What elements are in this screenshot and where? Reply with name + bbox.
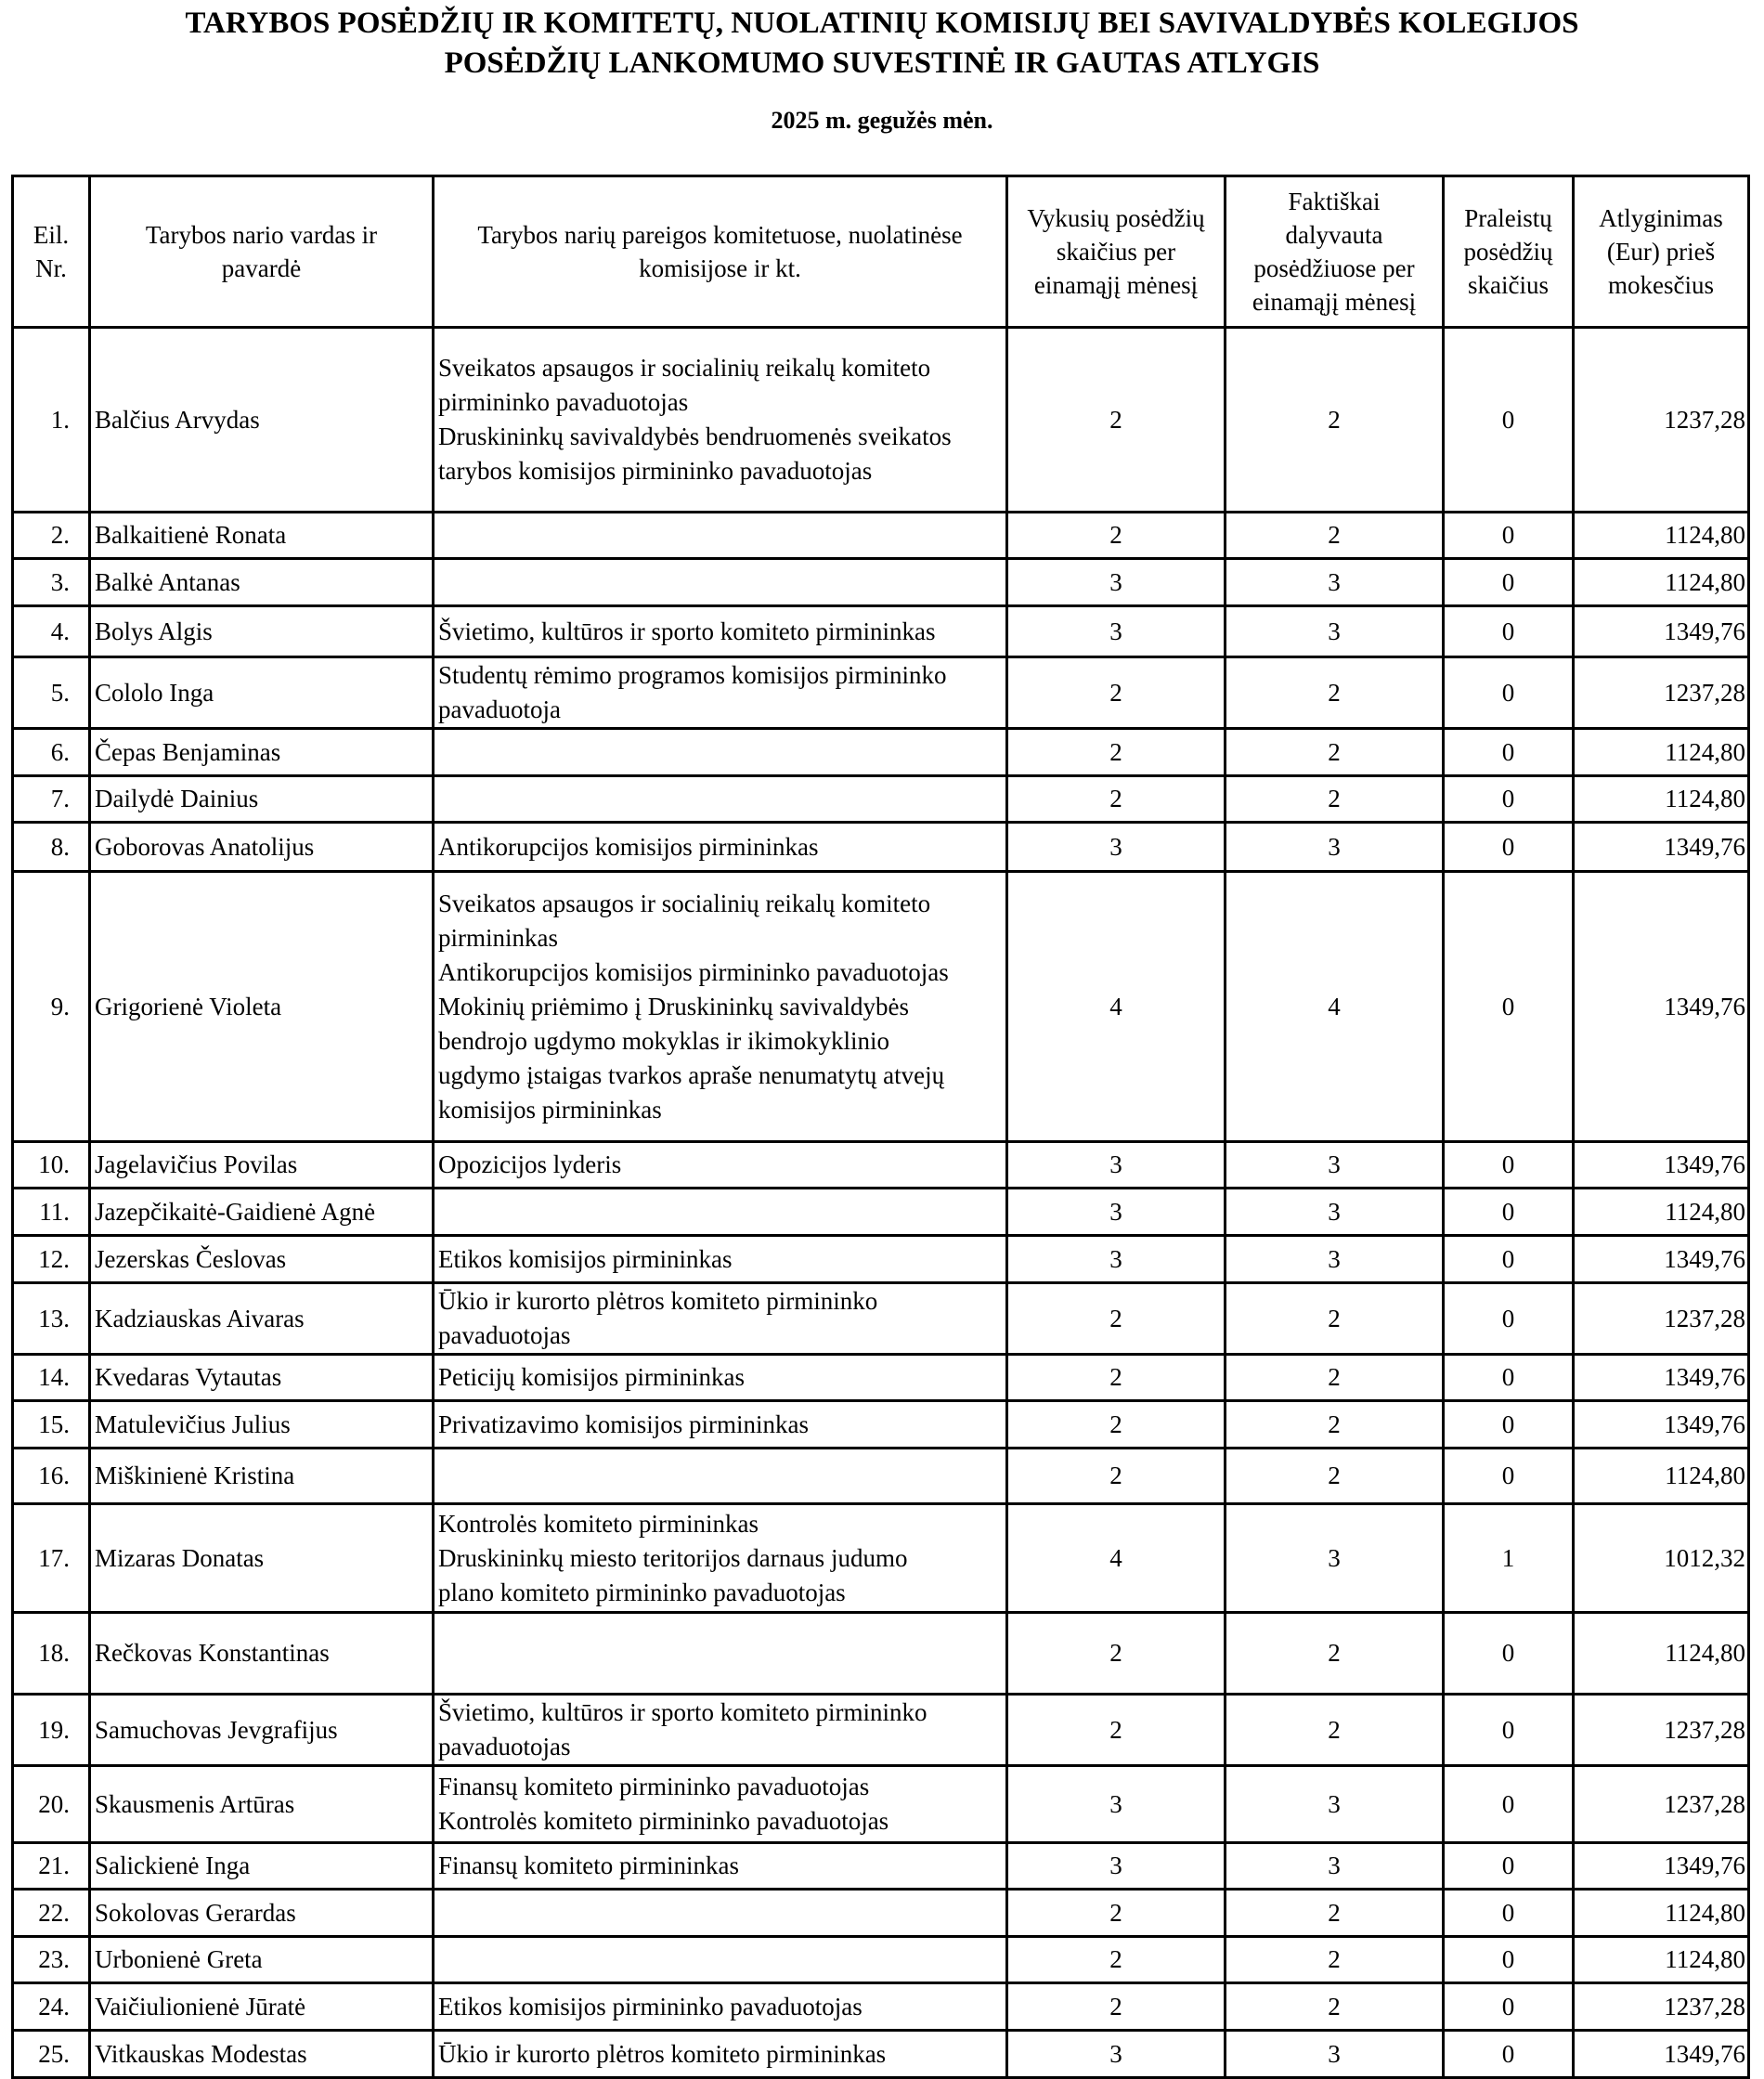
row-number: 18.: [13, 1613, 90, 1695]
member-duties: [434, 872, 1007, 1142]
member-name: Rečkovas Konstantinas: [90, 1613, 434, 1695]
member-name: Kvedaras Vytautas: [90, 1355, 434, 1401]
duty-line: ugdymo įstaigas tvarkos apraše nenumatytų atvejų: [438, 1060, 945, 1089]
member-name: Urbonienė Greta: [90, 1937, 434, 1983]
pay-amount: 1349,76: [1574, 1401, 1749, 1449]
row-number: 25.: [13, 2031, 90, 2078]
pay-amount: 1124,80: [1574, 729, 1749, 776]
member-duties: [434, 1695, 1007, 1766]
member-name: Vaičiulionienė Jūratė: [90, 1983, 434, 2031]
row-number: 3.: [13, 559, 90, 606]
duty-line: Ūkio ir kurorto plėtros komiteto pirmininko: [438, 1287, 878, 1315]
duty-line: Druskininkų miesto teritorijos darnaus judumo: [438, 1543, 908, 1572]
meetings-held: 3: [1007, 1843, 1226, 1890]
meetings-attended: 3: [1226, 1504, 1444, 1613]
member-duties: [434, 1766, 1007, 1843]
table-row: [13, 729, 1749, 776]
pay-amount: 1349,76: [1574, 1142, 1749, 1189]
member-duties: [434, 1983, 1007, 2031]
member-duties: [434, 1613, 1007, 1695]
pay-amount: 1124,80: [1574, 1613, 1749, 1695]
duty-line: Druskininkų savivaldybės bendruomenės sveikatos: [438, 422, 952, 450]
meetings-held: 2: [1007, 1695, 1226, 1766]
member-name: Jezerskas Česlovas: [90, 1236, 434, 1283]
pay-amount: 1237,28: [1574, 657, 1749, 729]
table-row: [13, 1613, 1749, 1695]
meetings-held: 2: [1007, 328, 1226, 513]
header-meetings-held: Vykusių posėdžių skaičius per einamąjį mėnesį: [1007, 176, 1226, 328]
meetings-attended: 2: [1226, 1937, 1444, 1983]
table-row: [13, 1766, 1749, 1843]
meetings-missed: 0: [1444, 1613, 1574, 1695]
table-row: [13, 1189, 1749, 1236]
meetings-attended: 2: [1226, 1613, 1444, 1695]
member-duties: [434, 1890, 1007, 1937]
duty-line: Antikorupcijos komisijos pirmininko pavaduotojas: [438, 957, 949, 986]
member-name: Vitkauskas Modestas: [90, 2031, 434, 2078]
duty-line: Sveikatos apsaugos ir socialinių reikalų komiteto: [438, 889, 931, 917]
member-name: Balkaitienė Ronata: [90, 513, 434, 559]
member-duties: [434, 1142, 1007, 1189]
table-row: [13, 1449, 1749, 1504]
duty-line: Finansų komiteto pirmininko pavaduotojas: [438, 1773, 870, 1800]
meetings-held: 3: [1007, 559, 1226, 606]
meetings-attended: 2: [1226, 1355, 1444, 1401]
title-line-2: POSĖDŽIŲ LANKOMUMO SUVESTINĖ IR GAUTAS ATLYGIS: [444, 46, 1320, 80]
meetings-missed: 0: [1444, 1937, 1574, 1983]
duty-line: pavaduotojas: [438, 1733, 571, 1761]
duty-line: Etikos komisijos pirmininkas: [438, 1244, 733, 1273]
row-number: 2.: [13, 513, 90, 559]
member-duties: [434, 1236, 1007, 1283]
meetings-missed: 0: [1444, 1236, 1574, 1283]
duty-line: Antikorupcijos komisijos pirmininkas: [438, 832, 819, 861]
document-title: [0, 4, 1764, 84]
member-duties: [434, 657, 1007, 729]
meetings-held: 2: [1007, 1355, 1226, 1401]
table-row: [13, 1504, 1749, 1613]
meetings-attended: 3: [1226, 1189, 1444, 1236]
row-number: 10.: [13, 1142, 90, 1189]
meetings-missed: 0: [1444, 776, 1574, 823]
member-name: Čepas Benjaminas: [90, 729, 434, 776]
meetings-missed: 0: [1444, 872, 1574, 1142]
pay-amount: 1237,28: [1574, 328, 1749, 513]
meetings-attended: 2: [1226, 1401, 1444, 1449]
row-number: 20.: [13, 1766, 90, 1843]
header-name: Tarybos nario vardas ir pavardė: [90, 176, 434, 328]
meetings-attended: 3: [1226, 1236, 1444, 1283]
meetings-missed: 0: [1444, 657, 1574, 729]
meetings-held: 3: [1007, 823, 1226, 872]
row-number: 6.: [13, 729, 90, 776]
period-label: 2025 m. gegužės mėn.: [771, 107, 993, 134]
header-row: [13, 176, 1749, 328]
meetings-held: 3: [1007, 1236, 1226, 1283]
member-name: Matulevičius Julius: [90, 1401, 434, 1449]
table-row: [13, 1937, 1749, 1983]
title-line-1: TARYBOS POSĖDŽIŲ IR KOMITETŲ, NUOLATINIŲ KOMISIJŲ BEI SAVIVALDYBĖS KOLEGIJOS: [185, 6, 1579, 40]
table-row: [13, 657, 1749, 729]
meetings-held: 3: [1007, 606, 1226, 657]
meetings-attended: 2: [1226, 776, 1444, 823]
meetings-held: 3: [1007, 2031, 1226, 2078]
meetings-held: 3: [1007, 1189, 1226, 1236]
member-duties: [434, 606, 1007, 657]
header-meetings-attended: Faktiškai dalyvauta posėdžiuose per einamąjį mėnesį: [1226, 176, 1444, 328]
duty-line: Švietimo, kultūros ir sporto komiteto pirmininkas: [438, 617, 936, 645]
member-name: Kadziauskas Aivaras: [90, 1283, 434, 1355]
member-duties: [434, 729, 1007, 776]
meetings-held: 2: [1007, 1983, 1226, 2031]
meetings-attended: 3: [1226, 1843, 1444, 1890]
meetings-missed: 0: [1444, 1142, 1574, 1189]
table-row: [13, 872, 1749, 1142]
row-number: 19.: [13, 1695, 90, 1766]
pay-amount: 1349,76: [1574, 1843, 1749, 1890]
pay-amount: 1124,80: [1574, 1937, 1749, 1983]
table-row: [13, 1983, 1749, 2031]
row-number: 14.: [13, 1355, 90, 1401]
duty-line: Studentų rėmimo programos komisijos pirmininko: [438, 661, 947, 689]
attendance-table: [11, 175, 1750, 2079]
meetings-missed: 0: [1444, 513, 1574, 559]
meetings-missed: 1: [1444, 1504, 1574, 1613]
pay-amount: 1124,80: [1574, 776, 1749, 823]
member-name: Skausmenis Artūras: [90, 1766, 434, 1843]
pay-amount: 1124,80: [1574, 1890, 1749, 1937]
meetings-held: 2: [1007, 1890, 1226, 1937]
pay-amount: 1349,76: [1574, 1355, 1749, 1401]
member-duties: [434, 559, 1007, 606]
meetings-attended: 2: [1226, 513, 1444, 559]
pay-amount: 1349,76: [1574, 606, 1749, 657]
row-number: 8.: [13, 823, 90, 872]
row-number: 17.: [13, 1504, 90, 1613]
meetings-held: 2: [1007, 1283, 1226, 1355]
meetings-attended: 3: [1226, 1766, 1444, 1843]
member-name: Mizaras Donatas: [90, 1504, 434, 1613]
member-name: Goborovas Anatolijus: [90, 823, 434, 872]
header-pay: Atlyginimas (Eur) prieš mokesčius: [1574, 176, 1749, 328]
table-row: [13, 513, 1749, 559]
pay-amount: 1237,28: [1574, 1695, 1749, 1766]
meetings-held: 2: [1007, 1449, 1226, 1504]
duty-line: komisijos pirmininkas: [438, 1095, 662, 1124]
member-name: Miškinienė Kristina: [90, 1449, 434, 1504]
meetings-missed: 0: [1444, 1449, 1574, 1504]
meetings-attended: 3: [1226, 823, 1444, 872]
duty-line: pirmininkas: [438, 923, 558, 952]
meetings-held: 2: [1007, 657, 1226, 729]
pay-amount: 1237,28: [1574, 1283, 1749, 1355]
table-row: [13, 606, 1749, 657]
member-name: Balčius Arvydas: [90, 328, 434, 513]
pay-amount: 1237,28: [1574, 1766, 1749, 1843]
meetings-missed: 0: [1444, 559, 1574, 606]
meetings-attended: 2: [1226, 328, 1444, 513]
meetings-missed: 0: [1444, 606, 1574, 657]
duty-line: Švietimo, kultūros ir sporto komiteto pirmininko: [438, 1698, 927, 1726]
table-row: [13, 1142, 1749, 1189]
table-row: [13, 1236, 1749, 1283]
row-number: 15.: [13, 1401, 90, 1449]
meetings-attended: 3: [1226, 559, 1444, 606]
member-duties: [434, 1355, 1007, 1401]
member-duties: [434, 1401, 1007, 1449]
table-row: [13, 823, 1749, 872]
meetings-held: 2: [1007, 1401, 1226, 1449]
meetings-attended: 4: [1226, 872, 1444, 1142]
member-duties: [434, 1504, 1007, 1613]
header-duties: Tarybos narių pareigos komitetuose, nuolatinėse komisijose ir kt.: [434, 176, 1007, 328]
duty-line: pavaduotoja: [438, 695, 561, 723]
meetings-missed: 0: [1444, 729, 1574, 776]
row-number: 12.: [13, 1236, 90, 1283]
row-number: 9.: [13, 872, 90, 1142]
member-duties: [434, 328, 1007, 513]
meetings-attended: 2: [1226, 1283, 1444, 1355]
meetings-attended: 3: [1226, 2031, 1444, 2078]
meetings-missed: 0: [1444, 1983, 1574, 2031]
pay-amount: 1124,80: [1574, 559, 1749, 606]
meetings-held: 2: [1007, 729, 1226, 776]
duty-line: Sveikatos apsaugos ir socialinių reikalų komiteto: [438, 354, 931, 382]
row-number: 5.: [13, 657, 90, 729]
meetings-missed: 0: [1444, 328, 1574, 513]
meetings-attended: 2: [1226, 1449, 1444, 1504]
pay-amount: 1012,32: [1574, 1504, 1749, 1613]
member-duties: [434, 1937, 1007, 1983]
member-duties: [434, 1283, 1007, 1355]
row-number: 23.: [13, 1937, 90, 1983]
row-number: 22.: [13, 1890, 90, 1937]
row-number: 7.: [13, 776, 90, 823]
member-name: Dailydė Dainius: [90, 776, 434, 823]
meetings-held: 2: [1007, 513, 1226, 559]
table-row: [13, 1355, 1749, 1401]
table-row: [13, 1283, 1749, 1355]
row-number: 24.: [13, 1983, 90, 2031]
member-name: Cololo Inga: [90, 657, 434, 729]
member-name: Jagelavičius Povilas: [90, 1142, 434, 1189]
meetings-missed: 0: [1444, 1766, 1574, 1843]
meetings-missed: 0: [1444, 2031, 1574, 2078]
meetings-held: 2: [1007, 1613, 1226, 1695]
table-row: [13, 559, 1749, 606]
duty-line: Privatizavimo komisijos pirmininkas: [438, 1410, 809, 1438]
member-duties: [434, 1843, 1007, 1890]
meetings-attended: 2: [1226, 1983, 1444, 2031]
member-name: Bolys Algis: [90, 606, 434, 657]
member-duties: [434, 1449, 1007, 1504]
duty-line: Opozicijos lyderis: [438, 1150, 622, 1178]
member-duties: [434, 1189, 1007, 1236]
table-row: [13, 1401, 1749, 1449]
duty-line: Etikos komisijos pirmininko pavaduotojas: [438, 1992, 863, 2021]
meetings-attended: 2: [1226, 1695, 1444, 1766]
duty-line: bendrojo ugdymo mokyklas ir ikimokyklinio: [438, 1026, 889, 1055]
pay-amount: 1124,80: [1574, 1449, 1749, 1504]
meetings-held: 4: [1007, 1504, 1226, 1613]
member-duties: [434, 2031, 1007, 2078]
member-name: Samuchovas Jevgrafijus: [90, 1695, 434, 1766]
row-number: 1.: [13, 328, 90, 513]
meetings-held: 3: [1007, 1766, 1226, 1843]
meetings-missed: 0: [1444, 1843, 1574, 1890]
duty-line: Kontrolės komiteto pirmininko pavaduotojas: [438, 1807, 889, 1835]
member-duties: [434, 776, 1007, 823]
duty-line: Kontrolės komiteto pirmininkas: [438, 1509, 759, 1538]
member-name: Sokolovas Gerardas: [90, 1890, 434, 1937]
meetings-attended: 2: [1226, 657, 1444, 729]
duty-line: Peticijų komisijos pirmininkas: [438, 1363, 745, 1391]
member-duties: [434, 513, 1007, 559]
member-name: Jazepčikaitė-Gaidienė Agnė: [90, 1189, 434, 1236]
row-number: 13.: [13, 1283, 90, 1355]
pay-amount: 1124,80: [1574, 1189, 1749, 1236]
meetings-missed: 0: [1444, 1401, 1574, 1449]
header-meetings-missed: Praleistų posėdžių skaičius: [1444, 176, 1574, 328]
pay-amount: 1349,76: [1574, 872, 1749, 1142]
pay-amount: 1349,76: [1574, 823, 1749, 872]
table-row: [13, 1890, 1749, 1937]
header-nr: Eil. Nr.: [13, 176, 90, 328]
row-number: 11.: [13, 1189, 90, 1236]
duty-line: Mokinių priėmimo į Druskininkų savivaldybės: [438, 992, 909, 1020]
member-duties: [434, 823, 1007, 872]
pay-amount: 1349,76: [1574, 2031, 1749, 2078]
meetings-attended: 3: [1226, 1142, 1444, 1189]
duty-line: pavaduotojas: [438, 1321, 571, 1349]
table-row: [13, 2031, 1749, 2078]
meetings-attended: 2: [1226, 1890, 1444, 1937]
pay-amount: 1124,80: [1574, 513, 1749, 559]
meetings-missed: 0: [1444, 1283, 1574, 1355]
duty-line: plano komiteto pirmininko pavaduotojas: [438, 1578, 846, 1606]
meetings-missed: 0: [1444, 1695, 1574, 1766]
meetings-held: 2: [1007, 1937, 1226, 1983]
meetings-attended: 3: [1226, 606, 1444, 657]
pay-amount: 1237,28: [1574, 1983, 1749, 2031]
row-number: 21.: [13, 1843, 90, 1890]
member-name: Grigorienė Violeta: [90, 872, 434, 1142]
pay-amount: 1349,76: [1574, 1236, 1749, 1283]
row-number: 4.: [13, 606, 90, 657]
meetings-missed: 0: [1444, 1355, 1574, 1401]
duty-line: pirmininko pavaduotojas: [438, 388, 689, 416]
table-row: [13, 1843, 1749, 1890]
table-row: [13, 1695, 1749, 1766]
meetings-held: 4: [1007, 872, 1226, 1142]
member-name: Salickienė Inga: [90, 1843, 434, 1890]
meetings-missed: 0: [1444, 1890, 1574, 1937]
duty-line: Ūkio ir kurorto plėtros komiteto pirmininkas: [438, 2039, 887, 2068]
table-body: [13, 328, 1749, 2078]
meetings-held: 2: [1007, 776, 1226, 823]
duty-line: Finansų komiteto pirmininkas: [438, 1852, 739, 1879]
table-row: [13, 328, 1749, 513]
duty-line: tarybos komisijos pirmininko pavaduotojas: [438, 457, 873, 485]
meetings-missed: 0: [1444, 1189, 1574, 1236]
table-row: [13, 776, 1749, 823]
member-name: Balkė Antanas: [90, 559, 434, 606]
meetings-attended: 2: [1226, 729, 1444, 776]
row-number: 16.: [13, 1449, 90, 1504]
meetings-missed: 0: [1444, 823, 1574, 872]
meetings-held: 3: [1007, 1142, 1226, 1189]
